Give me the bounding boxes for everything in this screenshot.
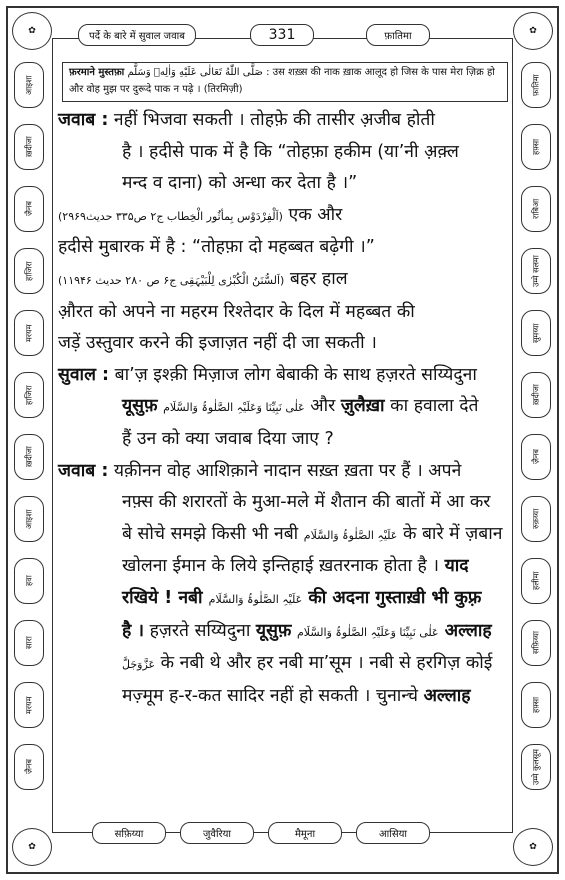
side-tab: राबिआ [521,186,551,232]
text-line: मन्द व दाना) को अन्धा कर देता है ।” [122,173,358,194]
side-tab: फ़ातिमा [521,62,551,108]
side-tab: सुमय्या [521,310,551,356]
text-line [58,616,510,649]
side-tab: ज़ैनब [14,744,44,790]
bold-fragment: है । [122,620,145,641]
footer-tab [356,822,430,844]
text-fragment: और [304,396,341,417]
text-fragment: के बारे में ज़बान [397,523,503,544]
text-line: नहीं भिजवा सकती । तोहफ़े की तासीर अ़जीब होती [108,110,435,130]
text-line: हैं उन को क्या जवाब दिया जाए ? [122,428,334,449]
side-tab: ख़दीजा [521,372,551,418]
hadith-reference: (तिरमिज़ी) [203,84,243,95]
hadith-text: : उस शख़्स की नाक ख़ाक आलूद हो जिस के पास मेरा ज़िक्र हो और वोह मुझ पर दुरूदे पाक न पढ़े । [69,67,495,95]
arabic-reference: (اَلسُّنَنُ الْکُبْرٰی لِلْبَیْہَقِی ج۶ ص ۲۸۰ حدیث ۱۱۹۴۶) [58,273,285,287]
chapter-title-tab [78,24,196,46]
name-yusuf: यूसुफ़ [122,396,158,417]
text-line [58,551,510,583]
hadith-box [62,62,508,102]
name-yusuf: यूसुफ़ [255,620,292,641]
text-line [58,681,510,713]
text-line: जड़ें उस्तुवार करने की इजाज़त नहीं दी जा सकती । [58,333,377,354]
name-allah: अल्लाह [438,620,492,641]
text-line: है । हदीसे पाक में है कि “तोहफ़ा हकीम (या’नी अ़क़्ल [122,141,459,162]
footer-tab-label: आसिया [379,829,407,840]
arabic-salutation: عَلٰی نَبِیِّنَا وَعَلَیْہِ الصَّلٰوۃُ وَالسَّلَام [296,625,439,639]
side-tab: ख़दीजा [14,434,44,480]
name-zulaikha: ज़ुलैख़ा [340,396,385,417]
arabic-reference: (اَلْفِرْدَوْس بِمأثُور الْخِطاب ج۲ ص۳۳۵ حدیث۲۹۶۹) [58,209,283,223]
arabic-salutation: عَلٰی نَبِیِّنَا وَعَلَیْہِ الصَّلٰوۃُ وَالسَّلَام [163,401,305,415]
footer-tab [92,822,166,844]
main-text [58,105,510,712]
side-tab: आइशा [14,496,44,542]
answer-label: जवाब : [58,460,109,481]
answer-label: जवाब : [58,110,109,130]
text-line: बा’ज़ इश्क़ी मिज़ाज लोग बेबाकी के साथ हज़रते सय्यिदुना [109,364,477,385]
text-line [58,519,510,552]
bold-fragment: याद [444,556,469,577]
text-fragment: के नबी थे और हर नबी मा’सूम । नबी से हरगिज़ कोई [155,653,493,674]
answer-1-line-1 [58,105,510,137]
reference-line [58,264,510,297]
corner-seal-bottom-right: ✿ [513,828,553,866]
side-tab: हाजिरा [14,372,44,418]
text-fragment: का हवाला देते [384,396,479,417]
corner-seal-top-right: ✿ [513,12,553,50]
text-line: बहर हाल [284,268,348,289]
arabic-salutation: عَلَیْہِ الصَّلٰوۃُ وَالسَّلَام [303,528,398,542]
text-fragment: खोलना ईमान के लिये इन्तिहाई ख़तरनाक होता है । [122,556,445,577]
side-tab: उम्मे कुलसूम [521,744,551,790]
side-tab: हलीमा [521,558,551,604]
side-tab: ज़ैनब [14,186,44,232]
bold-fragment: रखिये ! नबी [122,587,209,608]
text-fragment: बे सोचे समझे किसी भी नबी [122,523,304,544]
side-tab: हाजिरा [14,248,44,294]
text-fragment: हज़रते सय्यिदुना [144,620,256,641]
page-number-tab [250,24,314,46]
footer-tab-label: जुवैरिया [202,829,232,840]
side-tab: आइशा [14,62,44,108]
text-fragment: मज़्मूम ह-र-कत सादिर नहीं हो सकती । चुनान्चे [122,685,424,706]
side-tab: सफ़िय्या [521,620,551,666]
chapter-title: पर्दे के बारे में सुवाल जवाब [89,31,185,42]
side-tab: सारा [14,620,44,666]
side-tab: उम्मे सलमा [521,248,551,294]
side-tab: रुक़य्या [521,496,551,542]
question-line-1 [58,360,510,392]
text-line: हदीसे मुबारक में है : “तोहफ़ा दो महब्बत बढ़ेगी ।” [58,237,375,258]
side-tab: ख़दीजा [14,124,44,170]
side-tab: मरयम [14,682,44,728]
footer-tab [180,822,254,844]
side-tab: हवा [14,558,44,604]
side-tab: हफ़्सा [521,682,551,728]
side-tab: हफ़्सा [521,124,551,170]
hadith-label: फ़रमाने मुस्तफ़ा [69,67,125,78]
question-line-2 [58,391,510,424]
name-allah: अल्लाह [423,685,471,706]
corner-seal-top-left: ✿ [12,12,52,50]
text-line: एक और [282,204,343,225]
header-name-tab [366,24,430,46]
text-line [58,648,510,681]
reference-line [58,200,510,233]
page-number: 331 [268,27,296,43]
bold-fragment: की अदना गुस्ताख़ी भी कुफ़्र [302,587,482,608]
footer-tab-label: मैमूना [294,829,316,840]
side-tab: मरयम [14,310,44,356]
text-line [58,583,510,616]
arabic-salutation: عَزَّوَجَلَّ [122,658,156,672]
footer-tab-label: सफ़िय्या [114,829,144,840]
text-line: नफ़्स की शरारतों के मुआ-मले में शैतान की बातों में आ कर [122,492,491,513]
corner-seal-bottom-left: ✿ [12,828,52,866]
text-line: यक़ीनन वोह आशिक़ाने नादान सख़्त ख़ता पर हैं । अपने [108,460,462,481]
text-line: औ़रत को अपने ना महरम रिश्तेदार के दिल में महब्बत की [58,301,415,322]
arabic-salutation: عَلَیْہِ الصَّلٰوۃُ وَالسَّلَام [208,592,303,606]
answer-2-line-1 [58,456,510,488]
hadith-blessing: صَلَّى اللّٰهُ تَعَالٰى عَلَيْهِ وَاٰلِهٖ وَسَلَّم [127,67,263,78]
question-label: सुवाल : [58,364,110,385]
header-name: फ़ातिमा [384,31,412,42]
footer-tab [268,822,342,844]
side-tab: ज़ैनब [521,434,551,480]
